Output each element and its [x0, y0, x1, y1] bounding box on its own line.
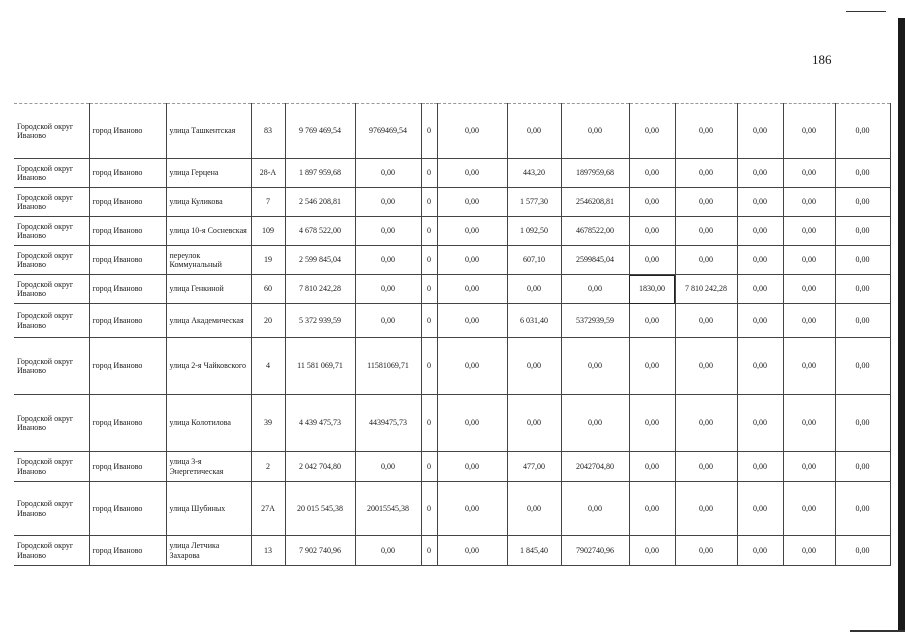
cost-col-14-cell: 0,00	[783, 188, 835, 217]
area-col-9-cell: 607,10	[507, 246, 561, 275]
count-col-7-cell: 0	[421, 338, 437, 395]
count-col-7-cell: 0	[421, 104, 437, 159]
street-cell: улица 2-я Чайковского	[166, 338, 251, 395]
cost-col-14-cell: 0,00	[783, 536, 835, 566]
region-cell: Городской округ Иваново	[14, 536, 89, 566]
table-row	[14, 482, 890, 536]
area-col-9-cell: 0,00	[507, 104, 561, 159]
area-col-11-cell: 0,00	[629, 188, 675, 217]
total-cost-cell: 11 581 069,71	[285, 338, 355, 395]
street-cell: улица 3-я Энергетическая	[166, 452, 251, 482]
table-row	[14, 338, 890, 395]
table-row	[14, 188, 890, 217]
cost-col-14-cell: 0,00	[783, 304, 835, 338]
area-col-9-cell: 0,00	[507, 482, 561, 536]
area-col-11-cell: 0,00	[629, 536, 675, 566]
cost-col-10-cell: 2042704,80	[561, 452, 629, 482]
table-row	[14, 217, 890, 246]
area-col-11-cell: 0,00	[629, 159, 675, 188]
cost-col-6-cell: 4439475,73	[355, 395, 421, 452]
cost-col-12-cell: 0,00	[675, 395, 737, 452]
cost-col-14-cell: 0,00	[783, 452, 835, 482]
total-cost-cell: 2 042 704,80	[285, 452, 355, 482]
city-cell: город Иваново	[89, 338, 166, 395]
area-col-9-cell: 0,00	[507, 338, 561, 395]
cost-col-13-cell: 0,00	[737, 159, 783, 188]
cost-col-12-cell: 0,00	[675, 304, 737, 338]
count-col-7-cell: 0	[421, 395, 437, 452]
table-row	[14, 452, 890, 482]
total-cost-cell: 2 546 208,81	[285, 188, 355, 217]
cost-col-8-cell: 0,00	[437, 395, 507, 452]
cost-col-15-cell: 0,00	[835, 104, 890, 159]
total-cost-cell: 5 372 939,59	[285, 304, 355, 338]
cost-col-14-cell: 0,00	[783, 395, 835, 452]
cost-col-12-cell: 0,00	[675, 338, 737, 395]
cost-col-10-cell: 0,00	[561, 482, 629, 536]
cost-col-12-cell: 0,00	[675, 188, 737, 217]
count-col-7-cell: 0	[421, 275, 437, 304]
cost-col-13-cell: 0,00	[737, 217, 783, 246]
cost-col-15-cell: 0,00	[835, 304, 890, 338]
cost-col-10-cell: 2599845,04	[561, 246, 629, 275]
area-col-9-cell: 6 031,40	[507, 304, 561, 338]
street-cell: улица Академическая	[166, 304, 251, 338]
count-col-7-cell: 0	[421, 452, 437, 482]
cost-col-12-cell: 0,00	[675, 104, 737, 159]
area-col-11-cell: 0,00	[629, 304, 675, 338]
table-row	[14, 304, 890, 338]
area-col-11-cell: 1830,00	[629, 275, 675, 304]
cost-col-13-cell: 0,00	[737, 275, 783, 304]
area-col-11-cell: 0,00	[629, 452, 675, 482]
cost-col-13-cell: 0,00	[737, 452, 783, 482]
page-number: 186	[812, 52, 832, 67]
house-number-cell: 13	[251, 536, 285, 566]
area-col-11-cell: 0,00	[629, 246, 675, 275]
count-col-7-cell: 0	[421, 188, 437, 217]
region-cell: Городской округ Иваново	[14, 217, 89, 246]
cost-col-6-cell: 0,00	[355, 217, 421, 246]
area-col-9-cell: 0,00	[507, 395, 561, 452]
house-number-cell: 83	[251, 104, 285, 159]
street-cell: улица Генкиной	[166, 275, 251, 304]
total-cost-cell: 2 599 845,04	[285, 246, 355, 275]
street-cell: улица Колотилова	[166, 395, 251, 452]
cost-col-6-cell: 0,00	[355, 188, 421, 217]
house-number-cell: 28-А	[251, 159, 285, 188]
cost-col-6-cell: 0,00	[355, 159, 421, 188]
city-cell: город Иваново	[89, 482, 166, 536]
cost-col-13-cell: 0,00	[737, 104, 783, 159]
cost-col-12-cell: 0,00	[675, 217, 737, 246]
cost-col-13-cell: 0,00	[737, 188, 783, 217]
cost-col-8-cell: 0,00	[437, 188, 507, 217]
region-cell: Городской округ Иваново	[14, 246, 89, 275]
table-row	[14, 275, 890, 304]
cost-col-14-cell: 0,00	[783, 159, 835, 188]
cost-col-8-cell: 0,00	[437, 304, 507, 338]
scan-edge-shadow	[898, 18, 905, 630]
area-col-9-cell: 443,20	[507, 159, 561, 188]
table-row	[14, 246, 890, 275]
count-col-7-cell: 0	[421, 536, 437, 566]
count-col-7-cell: 0	[421, 482, 437, 536]
cost-col-15-cell: 0,00	[835, 395, 890, 452]
cost-col-13-cell: 0,00	[737, 246, 783, 275]
area-col-9-cell: 1 092,50	[507, 217, 561, 246]
cost-col-8-cell: 0,00	[437, 452, 507, 482]
cost-col-15-cell: 0,00	[835, 159, 890, 188]
cost-col-6-cell: 0,00	[355, 536, 421, 566]
cost-col-10-cell: 5372939,59	[561, 304, 629, 338]
cost-col-12-cell: 0,00	[675, 452, 737, 482]
region-cell: Городской округ Иваново	[14, 275, 89, 304]
house-number-cell: 2	[251, 452, 285, 482]
cost-col-6-cell: 9769469,54	[355, 104, 421, 159]
area-col-9-cell: 1 845,40	[507, 536, 561, 566]
area-col-9-cell: 0,00	[507, 275, 561, 304]
count-col-7-cell: 0	[421, 246, 437, 275]
cost-col-6-cell: 0,00	[355, 246, 421, 275]
cost-col-8-cell: 0,00	[437, 104, 507, 159]
area-col-11-cell: 0,00	[629, 482, 675, 536]
region-cell: Городской округ Иваново	[14, 338, 89, 395]
cost-col-12-cell: 0,00	[675, 159, 737, 188]
house-number-cell: 27А	[251, 482, 285, 536]
cost-col-15-cell: 0,00	[835, 246, 890, 275]
region-cell: Городской округ Иваново	[14, 304, 89, 338]
cost-col-14-cell: 0,00	[783, 246, 835, 275]
street-cell: улица Ташкентская	[166, 104, 251, 159]
house-number-cell: 4	[251, 338, 285, 395]
cost-col-15-cell: 0,00	[835, 275, 890, 304]
city-cell: город Иваново	[89, 246, 166, 275]
cost-col-13-cell: 0,00	[737, 536, 783, 566]
cost-col-13-cell: 0,00	[737, 304, 783, 338]
cost-col-10-cell: 0,00	[561, 338, 629, 395]
street-cell: улица Герцена	[166, 159, 251, 188]
cost-col-6-cell: 20015545,38	[355, 482, 421, 536]
total-cost-cell: 7 810 242,28	[285, 275, 355, 304]
cost-col-15-cell: 0,00	[835, 536, 890, 566]
area-col-11-cell: 0,00	[629, 104, 675, 159]
cost-col-10-cell: 1897959,68	[561, 159, 629, 188]
cost-col-6-cell: 0,00	[355, 452, 421, 482]
cost-col-15-cell: 0,00	[835, 482, 890, 536]
region-cell: Городской округ Иваново	[14, 104, 89, 159]
house-number-cell: 7	[251, 188, 285, 217]
area-col-9-cell: 1 577,30	[507, 188, 561, 217]
cost-col-8-cell: 0,00	[437, 536, 507, 566]
total-cost-cell: 4 439 475,73	[285, 395, 355, 452]
cost-col-15-cell: 0,00	[835, 188, 890, 217]
count-col-7-cell: 0	[421, 217, 437, 246]
street-cell: улица Летчика Захарова	[166, 536, 251, 566]
city-cell: город Иваново	[89, 275, 166, 304]
cost-col-14-cell: 0,00	[783, 217, 835, 246]
house-number-cell: 20	[251, 304, 285, 338]
house-number-cell: 39	[251, 395, 285, 452]
table-row	[14, 159, 890, 188]
total-cost-cell: 4 678 522,00	[285, 217, 355, 246]
cost-col-12-cell: 0,00	[675, 482, 737, 536]
cost-col-12-cell: 7 810 242,28	[675, 275, 737, 304]
area-col-11-cell: 0,00	[629, 217, 675, 246]
cost-col-10-cell: 7902740,96	[561, 536, 629, 566]
city-cell: город Иваново	[89, 217, 166, 246]
city-cell: город Иваново	[89, 452, 166, 482]
top-rule	[846, 11, 886, 12]
city-cell: город Иваново	[89, 159, 166, 188]
region-cell: Городской округ Иваново	[14, 395, 89, 452]
house-number-cell: 60	[251, 275, 285, 304]
cost-col-6-cell: 11581069,71	[355, 338, 421, 395]
cost-col-13-cell: 0,00	[737, 482, 783, 536]
total-cost-cell: 20 015 545,38	[285, 482, 355, 536]
total-cost-cell: 7 902 740,96	[285, 536, 355, 566]
area-col-11-cell: 0,00	[629, 395, 675, 452]
cost-col-12-cell: 0,00	[675, 536, 737, 566]
area-col-11-cell: 0,00	[629, 338, 675, 395]
region-cell: Городской округ Иваново	[14, 452, 89, 482]
area-col-9-cell: 477,00	[507, 452, 561, 482]
cost-col-8-cell: 0,00	[437, 482, 507, 536]
street-cell: переулок Коммунальный	[166, 246, 251, 275]
cost-col-14-cell: 0,00	[783, 338, 835, 395]
cost-col-13-cell: 0,00	[737, 395, 783, 452]
house-number-cell: 19	[251, 246, 285, 275]
city-cell: город Иваново	[89, 536, 166, 566]
cost-col-8-cell: 0,00	[437, 275, 507, 304]
cost-col-14-cell: 0,00	[783, 482, 835, 536]
cost-col-14-cell: 0,00	[783, 275, 835, 304]
cost-col-10-cell: 4678522,00	[561, 217, 629, 246]
scan-edge-rule	[850, 630, 905, 632]
table-row	[14, 104, 890, 159]
repair-register-table	[14, 103, 891, 566]
cost-col-15-cell: 0,00	[835, 452, 890, 482]
cost-col-10-cell: 0,00	[561, 395, 629, 452]
cost-col-13-cell: 0,00	[737, 338, 783, 395]
cost-col-10-cell: 2546208,81	[561, 188, 629, 217]
total-cost-cell: 9 769 469,54	[285, 104, 355, 159]
table-row	[14, 536, 890, 566]
cost-col-8-cell: 0,00	[437, 217, 507, 246]
cost-col-8-cell: 0,00	[437, 246, 507, 275]
street-cell: улица Куликова	[166, 188, 251, 217]
region-cell: Городской округ Иваново	[14, 159, 89, 188]
cost-col-6-cell: 0,00	[355, 304, 421, 338]
cost-col-10-cell: 0,00	[561, 275, 629, 304]
city-cell: город Иваново	[89, 188, 166, 217]
city-cell: город Иваново	[89, 304, 166, 338]
region-cell: Городской округ Иваново	[14, 188, 89, 217]
count-col-7-cell: 0	[421, 304, 437, 338]
city-cell: город Иваново	[89, 104, 166, 159]
count-col-7-cell: 0	[421, 159, 437, 188]
street-cell: улица 10-я Сосневская	[166, 217, 251, 246]
cost-col-12-cell: 0,00	[675, 246, 737, 275]
cost-col-10-cell: 0,00	[561, 104, 629, 159]
cost-col-14-cell: 0,00	[783, 104, 835, 159]
city-cell: город Иваново	[89, 395, 166, 452]
cost-col-6-cell: 0,00	[355, 275, 421, 304]
cost-col-15-cell: 0,00	[835, 338, 890, 395]
table-row	[14, 395, 890, 452]
region-cell: Городской округ Иваново	[14, 482, 89, 536]
cost-col-8-cell: 0,00	[437, 338, 507, 395]
cost-col-8-cell: 0,00	[437, 159, 507, 188]
house-number-cell: 109	[251, 217, 285, 246]
total-cost-cell: 1 897 959,68	[285, 159, 355, 188]
cost-col-15-cell: 0,00	[835, 217, 890, 246]
street-cell: улица Шубиных	[166, 482, 251, 536]
